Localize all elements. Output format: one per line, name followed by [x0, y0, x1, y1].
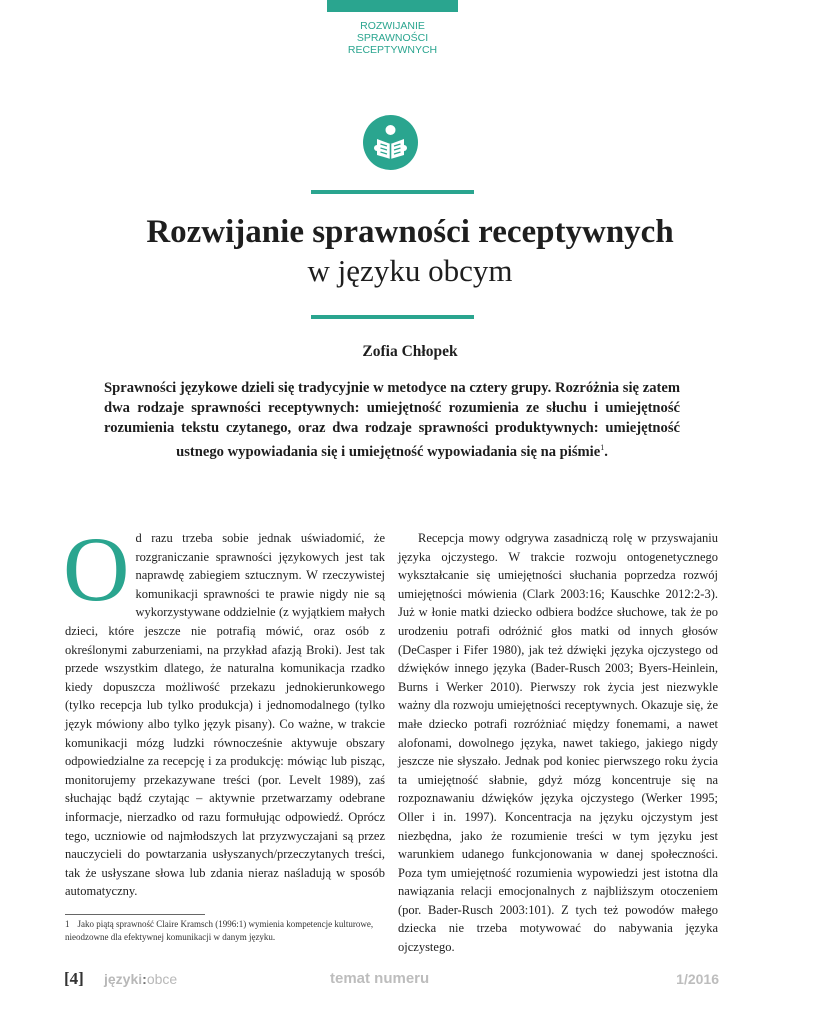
top-accent-bar	[327, 0, 458, 12]
footnote	[65, 918, 387, 944]
section-tag-line-2: SPRAWNOŚCI	[356, 32, 429, 44]
section-tag-line-3: RECEPTYWNYCH	[347, 44, 438, 56]
section-tag	[327, 20, 458, 56]
section-tag-line-1: ROZWIJANIE	[360, 20, 425, 32]
abstract-text: Sprawności językowe dzieli się tradycyjnie w metodyce na cztery grupy. Rozróżnia się zatem dwa rodzaje sprawności receptywnych: umiejętność rozumienia ze słuchu i umiejętność rozumienia tekstu czytanego, oraz dwa rodzaje sprawności produktywnych: umiejętność ustnego wypowiadania się i umiejętność wypowiadania się na piśmie	[104, 380, 680, 460]
footnote-number: 1	[65, 919, 70, 929]
issue-theme: temat numeru	[330, 970, 430, 987]
drop-cap: O	[63, 518, 130, 620]
body-column-right	[398, 529, 718, 957]
footnote-text: Jako piątą sprawność Claire Kramsch (1996:1) wymienia kompetencje kulturowe, nieodzowne dla efektywnej komunikacji w danym języku.	[65, 919, 374, 942]
brand-separator: :	[142, 971, 147, 987]
body-paragraph-right: Recepcja mowy odgrywa zasadniczą rolę w przyswajaniu języka ojczystego. W trakcie rozwoju ontogenetycznego wykształcanie się umiejętności słuchania poprzedza rozwój umiejętności mówienia (Clark 2003:16; Kauschke 2012:2-3). Już w łonie matki dziecko odbiera bodźce słuchowe, tak że po urodzeniu potrafi odróżnić głos matki od innych głosów (DeCasper i Fifer 1980), jak też dźwięki języka ojczystego od dźwięków innego języka (Bader-Rusch 2003; Byers-Heinlein, Burns i Werker 2010). Pierwszy rok życia jest niezwykle ważny dla rozwoju umiejętności receptywnych. Okazuje się, że małe dziecko potrafi rozróżniać między fonemami, a nawet alofonami, dowolnego języka, nawet takiego, jakiego nigdy jeszcze nie słyszało. Jednak pod koniec pierwszego roku życia ta umiejętność słabnie, gdyż mózg koncentruje się na rozpoznawaniu dźwięków języka ojczystego (Werker 1995; Oller i in. 1997). Koncentracja na języku ojczystym jest niezbędna, jako że rozumienie treści w tym języku jest warunkiem udanego funkcjonowania w danej społeczności. Poza tym umiejętność rozumienia wypowiedzi jest istotna dla nawiązania relacji emocjonalnych z najbliższym otoczeniem (por. Bader-Rusch 2003:101). Z tych też powodów małego dziecka nie trzeba motywować do nabywania języka ojczystego.	[398, 531, 718, 955]
brand-left: języki	[104, 971, 143, 987]
body-column-left	[63, 518, 385, 901]
issue-date: 1/2016	[676, 971, 719, 987]
abstract-end: .	[604, 443, 608, 460]
page-footer	[0, 965, 819, 995]
abstract-footnote-marker[interactable]: 1	[600, 443, 605, 452]
page-number: [4]	[64, 969, 84, 988]
title-rule-bottom	[311, 315, 474, 319]
body-paragraph-left: d razu trzeba sobie jednak uświadomić, że rozgraniczanie sprawności językowych jest tak naprawdę zabiegiem sztucznym. W rzeczywistej komunikacji sprawności te prawie nigdy nie są wykorzystywane oddzielnie (z wyjątkiem małych dzieci, które jeszcze nie potrafią mówić, oraz osób z określonymi zaburzeniami, na przykład afazją Broki). Jest tak przede wszystkim dlatego, że naturalna komunikacja rzadko kiedy dopuszcza możliwość przekazu jednokierunkowego (tylko recepcja lub tylko produkcja) i jednomodalnego (tylko język mówiony albo tylko język pisany). Co ważne, w trakcie komunikacji mózg ludzki równocześnie aktywuje obszary odpowiedzialne za recepcję i za produkcję: mówiąc lub pisząc, monitorujemy przekazywane treści (por. Levelt 1989), zaś słuchając bądź czytając – aktywnie przetwarzamy odebrane informacje, nierzadko od razu formułując odpowiedź. Oprócz tego, uczniowie od najmłodszych lat przyzwyczajani są przez nauczycieli do powtarzania usłyszanych/przeczytanych treści, tak że usłyszane słowa lub zdania nieraz naśladują w sposób automatyczny.	[65, 531, 385, 899]
article-subtitle: w języku obcym	[307, 253, 513, 288]
author-name: Zofia Chłopek	[362, 343, 458, 360]
journal-brand	[104, 971, 177, 987]
title-rule-top	[311, 190, 474, 194]
abstract	[104, 378, 680, 462]
reading-person-icon	[363, 115, 418, 170]
footnote-divider	[65, 914, 205, 915]
article-title: Rozwijanie sprawności receptywnych	[146, 214, 674, 250]
brand-right: obce	[146, 971, 178, 987]
